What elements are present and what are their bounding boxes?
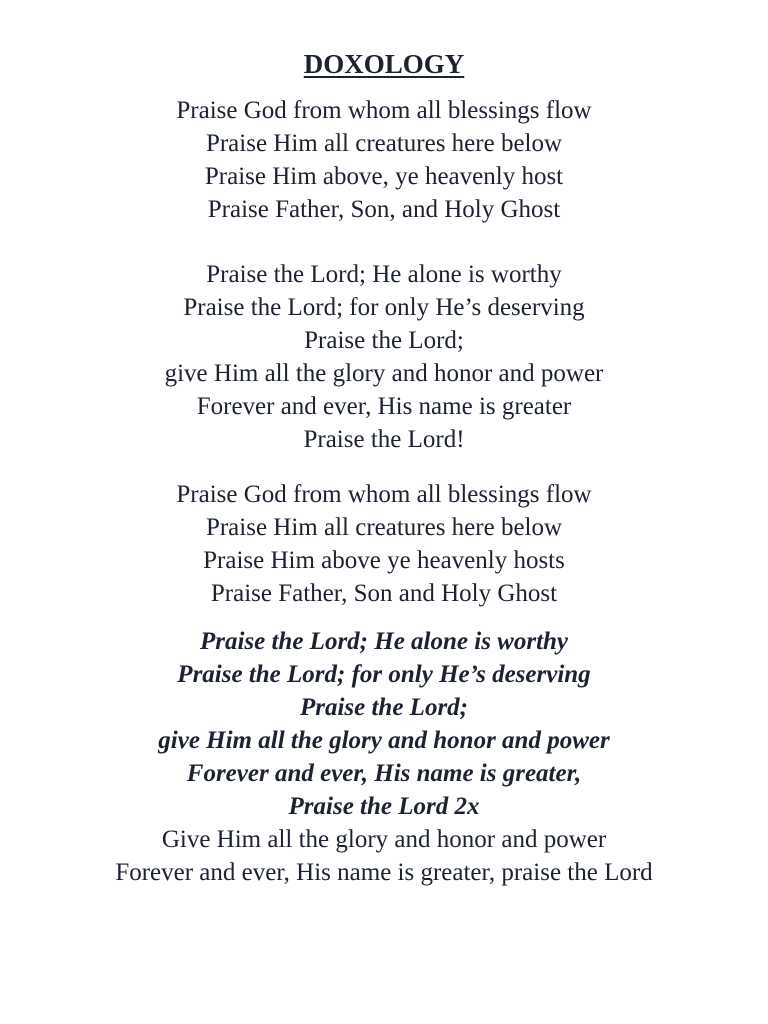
lyric-line: give Him all the glory and honor and power — [164, 360, 604, 387]
stanza-chorus-final — [0, 625, 768, 889]
stanza-verse-1 — [0, 94, 768, 226]
lyric-line: Praise the Lord; for only He’s deserving — [183, 294, 585, 321]
lyric-line: Praise God from whom all blessings flow — [176, 481, 592, 508]
lyric-line-emphasis: Praise the Lord; for only He’s deserving — [177, 661, 591, 688]
lyric-line: Praise God from whom all blessings flow — [176, 97, 592, 124]
lyric-line: Forever and ever, His name is greater — [196, 393, 572, 420]
lyric-line: Praise the Lord; He alone is worthy — [206, 261, 562, 288]
lyric-line: Praise Father, Son, and Holy Ghost — [207, 196, 561, 223]
lyric-line: Give Him all the glory and honor and power — [161, 826, 607, 853]
stanza-verse-2 — [0, 478, 768, 610]
lyric-line-emphasis: Praise the Lord 2x — [288, 793, 480, 820]
lyric-line: Praise the Lord! — [303, 426, 465, 453]
lyric-line: Praise Him all creatures here below — [205, 514, 563, 541]
stanza-chorus-1 — [0, 258, 768, 456]
lyric-line: Praise the Lord; — [304, 327, 464, 354]
page-title: DOXOLOGY — [303, 49, 465, 79]
lyric-line: Praise Father, Son and Holy Ghost — [210, 580, 558, 607]
lyric-line-emphasis: Praise the Lord; He alone is worthy — [199, 628, 569, 655]
lyric-line: Forever and ever, His name is greater, praise the Lord — [115, 859, 653, 886]
lyric-line-emphasis: give Him all the glory and honor and power — [158, 727, 610, 754]
lyric-line-emphasis: Forever and ever, His name is greater, — [186, 760, 582, 787]
lyric-line: Praise Him above ye heavenly hosts — [203, 547, 565, 574]
lyric-line: Praise Him all creatures here below — [205, 130, 563, 157]
lyric-line-emphasis: Praise the Lord; — [299, 694, 469, 721]
lyric-line: Praise Him above, ye heavenly host — [204, 163, 564, 190]
